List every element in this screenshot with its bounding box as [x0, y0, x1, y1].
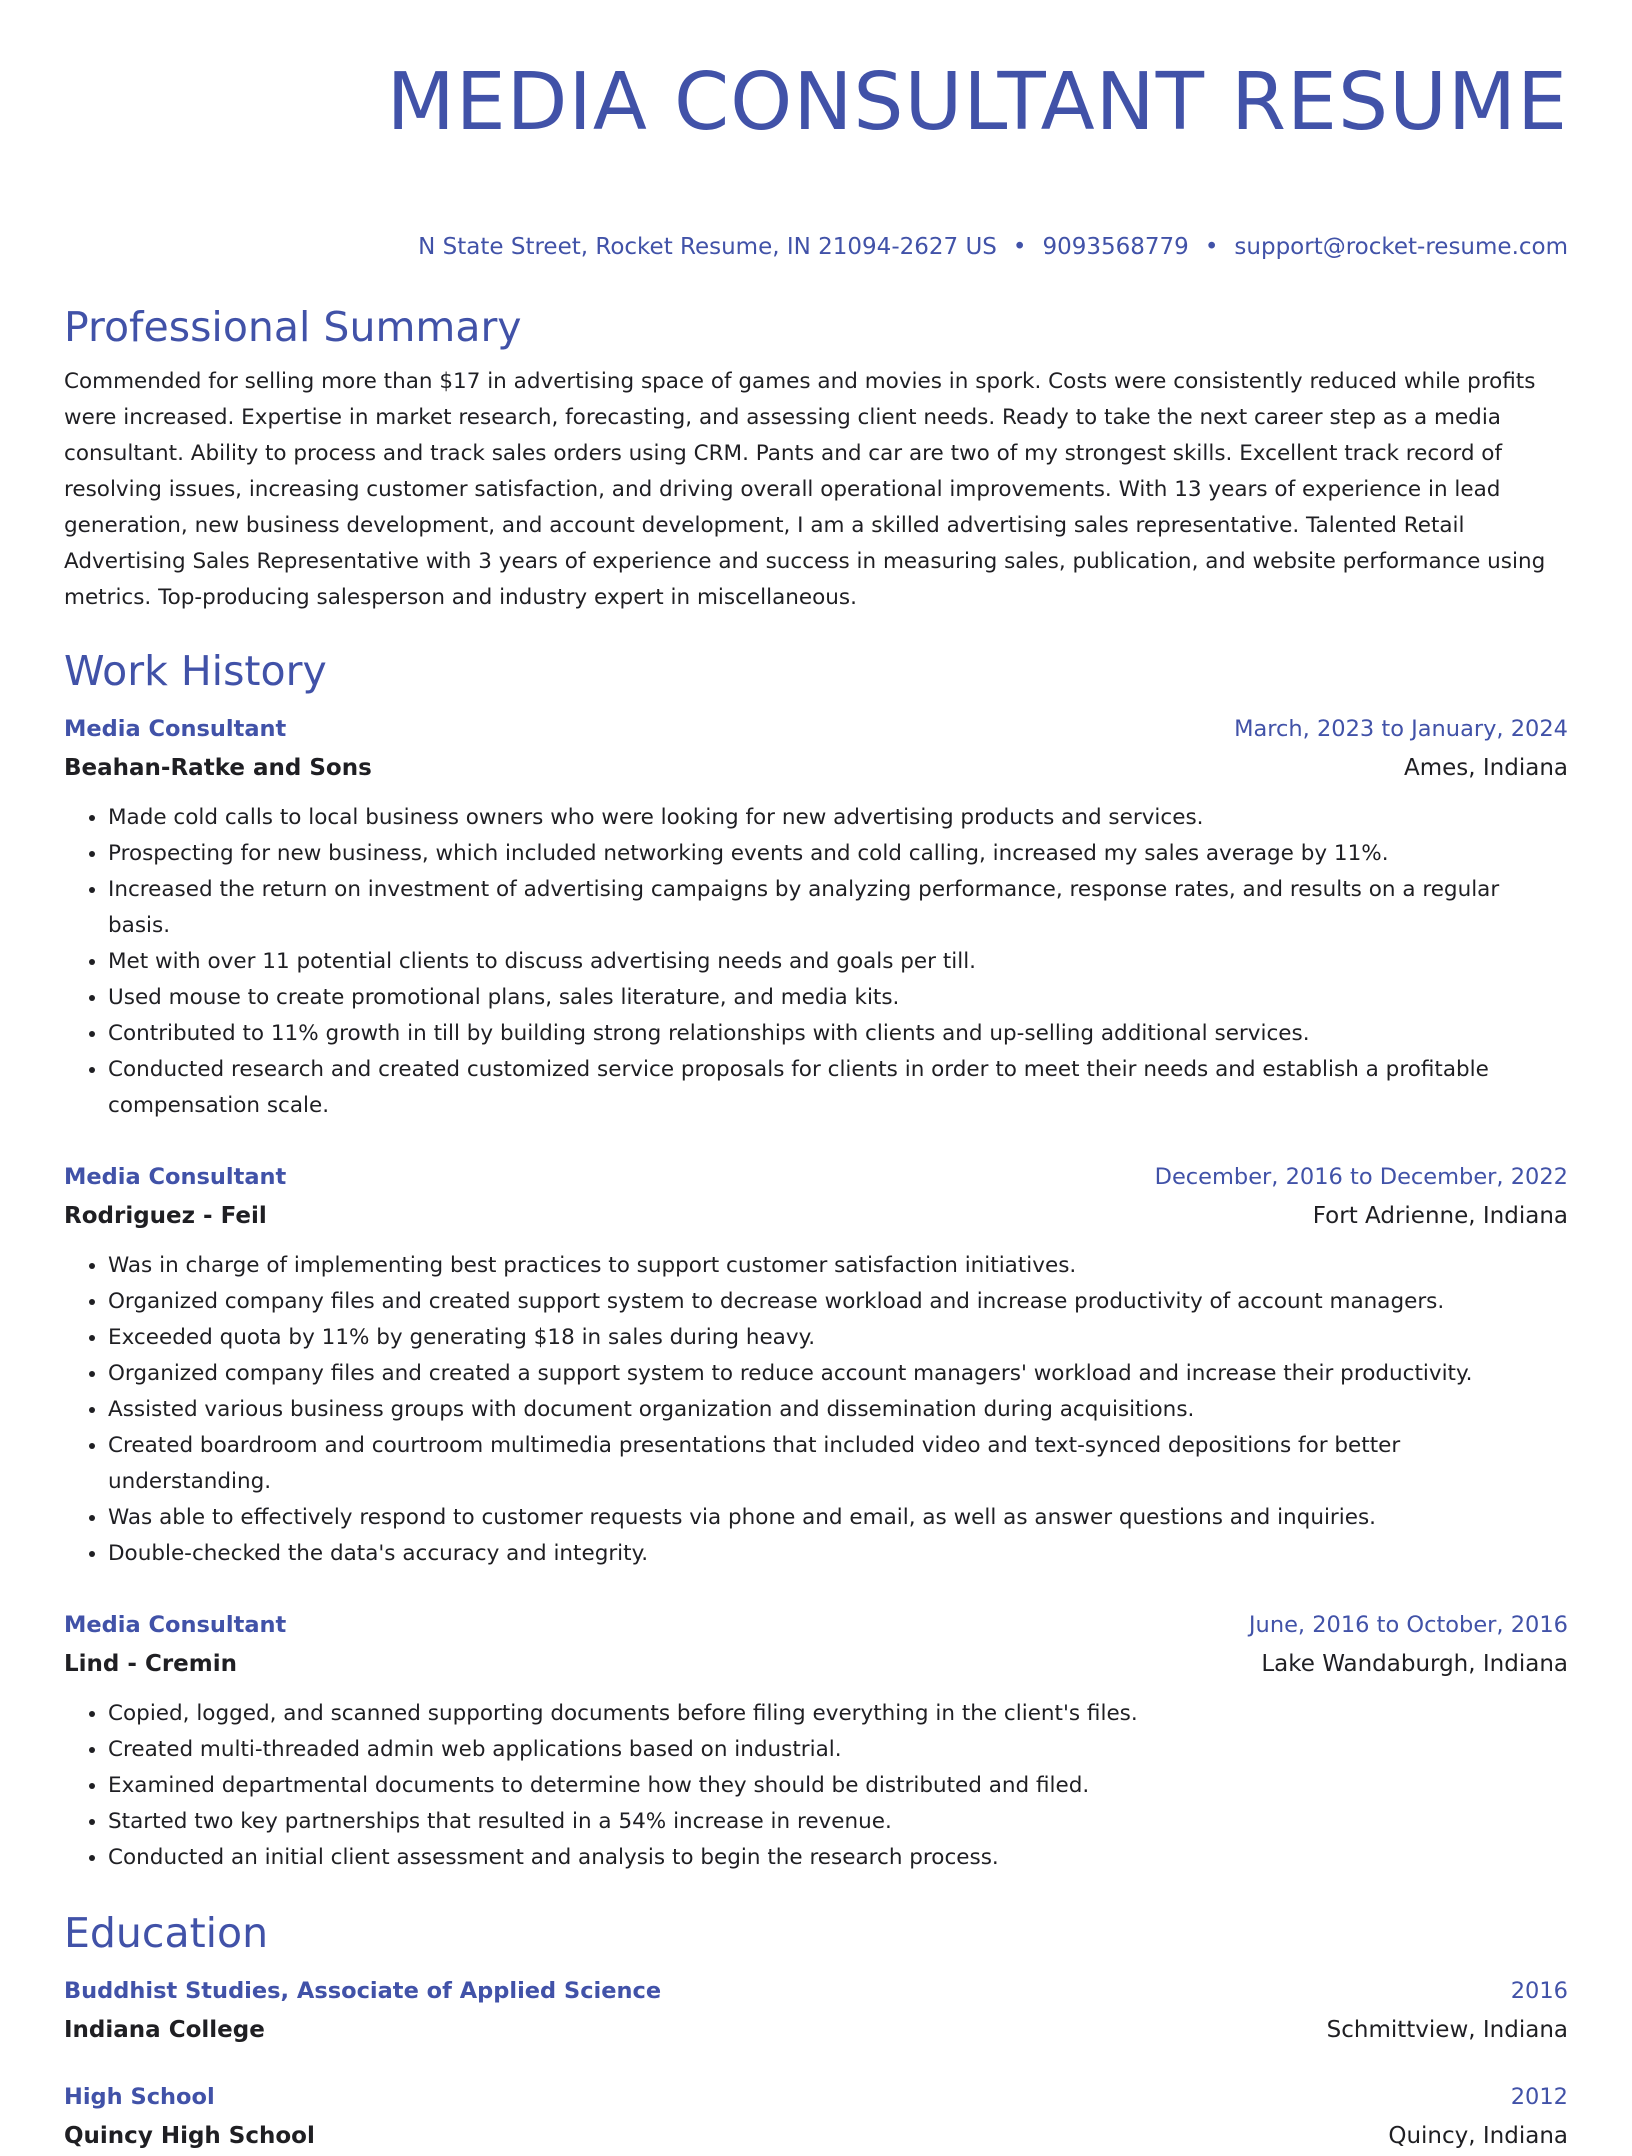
job-location: Ames, Indiana: [1403, 755, 1568, 781]
contact-line: [64, 232, 1568, 262]
job-entry: [64, 710, 1568, 1124]
job-header-row: [64, 1158, 1568, 1196]
job-company: Beahan-Ratke and Sons: [64, 755, 372, 781]
work-history-list: [64, 710, 1568, 1876]
education-location: Quincy, Indiana: [1388, 2123, 1568, 2149]
separator-dot: •: [1204, 234, 1219, 260]
education-entry: [64, 1972, 1568, 2050]
job-entry: [64, 1158, 1568, 1572]
education-school: Indiana College: [64, 2017, 265, 2043]
education-year: 2012: [1510, 2084, 1568, 2110]
education-year: 2016: [1510, 1978, 1568, 2004]
job-header-row: [64, 1606, 1568, 1644]
summary-text: Commended for selling more than $17 in advertising space of games and movies in spork. Costs were consistently reduced while profits were increased. Expertise in market research, forecasting, and assessing client needs. Ready to take the next career step as a media consultant. Ability to process and track sales orders using CRM. Pants and car are two of my strongest skills. Excellent track record of resolving issues, increasing customer satisfaction, and driving overall operational improvements. With 13 years of experience in lead generation, new business development, and account development, I am a skilled advertising sales representative. Talented Retail Advertising Sales Representative with 3 years of experience and success in measuring sales, publication, and website performance using metrics. Top-producing salesperson and industry expert in miscellaneous.: [64, 369, 1546, 610]
job-company-row: [64, 748, 1568, 788]
contact-email: support@rocket-resume.com: [1234, 234, 1568, 260]
job-bullet-list: [64, 1248, 1568, 1572]
education-school-row: [64, 2116, 1568, 2156]
job-dates: March, 2023 to January, 2024: [1234, 716, 1568, 742]
contact-address: N State Street, Rocket Resume, IN 21094-2627 US: [418, 234, 997, 260]
job-bullet: • Copied, logged, and scanned supporting documents before filing everything in the client's files.: [108, 1696, 1568, 1732]
job-bullet: • Was able to effectively respond to customer requests via phone and email, as well as answer questions and inquiries.: [108, 1500, 1568, 1536]
job-bullet-list: [64, 800, 1568, 1124]
education-header-row: [64, 2078, 1568, 2116]
job-bullet: • Increased the return on investment of advertising campaigns by analyzing performance, response rates, and results on a regular basis.: [108, 872, 1568, 944]
job-bullet: • Conducted an initial client assessment and analysis to begin the research process.: [108, 1840, 1568, 1876]
summary-heading: Professional Summary: [64, 303, 522, 351]
job-company-row: [64, 1196, 1568, 1236]
job-entry: [64, 1606, 1568, 1876]
job-dates: June, 2016 to October, 2016: [1248, 1612, 1568, 1638]
job-bullet: • Organized company files and created support system to decrease workload and increase productivity of account managers.: [108, 1284, 1568, 1320]
job-title: Media Consultant: [64, 1612, 287, 1638]
job-bullet: • Made cold calls to local business owners who were looking for new advertising products and services.: [108, 800, 1568, 836]
education-location: Schmittview, Indiana: [1326, 2017, 1568, 2043]
education-entry: [64, 2078, 1568, 2156]
job-bullet: • Prospecting for new business, which included networking events and cold calling, increased my sales average by 11%.: [108, 836, 1568, 872]
separator-dot: •: [1012, 234, 1027, 260]
job-bullet: • Created multi-threaded admin web applications based on industrial.: [108, 1732, 1568, 1768]
job-bullet: • Organized company files and created a support system to reduce account managers' workload and increase their productivity.: [108, 1356, 1568, 1392]
education-list: [64, 1972, 1568, 2156]
education-school: Quincy High School: [64, 2123, 315, 2149]
job-bullet: • Double-checked the data's accuracy and integrity.: [108, 1536, 1568, 1572]
education-heading: Education: [64, 1909, 269, 1957]
job-bullet: • Contributed to 11% growth in till by building strong relationships with clients and up-selling additional services.: [108, 1016, 1568, 1052]
job-company: Rodriguez - Feil: [64, 1203, 267, 1229]
work-history-heading: Work History: [64, 647, 327, 695]
job-header-row: [64, 710, 1568, 748]
education-header-row: [64, 1972, 1568, 2010]
job-bullet: • Assisted various business groups with document organization and dissemination during acquisitions.: [108, 1392, 1568, 1428]
job-bullet: • Was in charge of implementing best practices to support customer satisfaction initiatives.: [108, 1248, 1568, 1284]
job-location: Fort Adrienne, Indiana: [1312, 1203, 1568, 1229]
job-bullet: • Started two key partnerships that resulted in a 54% increase in revenue.: [108, 1804, 1568, 1840]
job-bullet-list: [64, 1696, 1568, 1876]
job-bullet: • Met with over 11 potential clients to discuss advertising needs and goals per till.: [108, 944, 1568, 980]
job-title: Media Consultant: [64, 1164, 287, 1190]
education-degree: Buddhist Studies, Associate of Applied Science: [64, 1978, 662, 2004]
job-company: Lind - Cremin: [64, 1651, 237, 1677]
education-school-row: [64, 2010, 1568, 2050]
contact-phone: 9093568779: [1042, 234, 1189, 260]
job-bullet: • Examined departmental documents to determine how they should be distributed and filed.: [108, 1768, 1568, 1804]
job-location: Lake Wandaburgh, Indiana: [1261, 1651, 1568, 1677]
job-bullet: • Created boardroom and courtroom multimedia presentations that included video and text-synced depositions for better understanding.: [108, 1428, 1568, 1500]
resume-title: MEDIA CONSULTANT RESUME: [386, 56, 1568, 148]
education-degree: High School: [64, 2084, 215, 2110]
job-bullet: • Exceeded quota by 11% by generating $18 in sales during heavy.: [108, 1320, 1568, 1356]
job-title: Media Consultant: [64, 716, 287, 742]
job-bullet: • Used mouse to create promotional plans, sales literature, and media kits.: [108, 980, 1568, 1016]
job-company-row: [64, 1644, 1568, 1684]
job-dates: December, 2016 to December, 2022: [1154, 1164, 1568, 1190]
job-bullet: • Conducted research and created customized service proposals for clients in order to meet their needs and establish a profitable compensation scale.: [108, 1052, 1568, 1124]
